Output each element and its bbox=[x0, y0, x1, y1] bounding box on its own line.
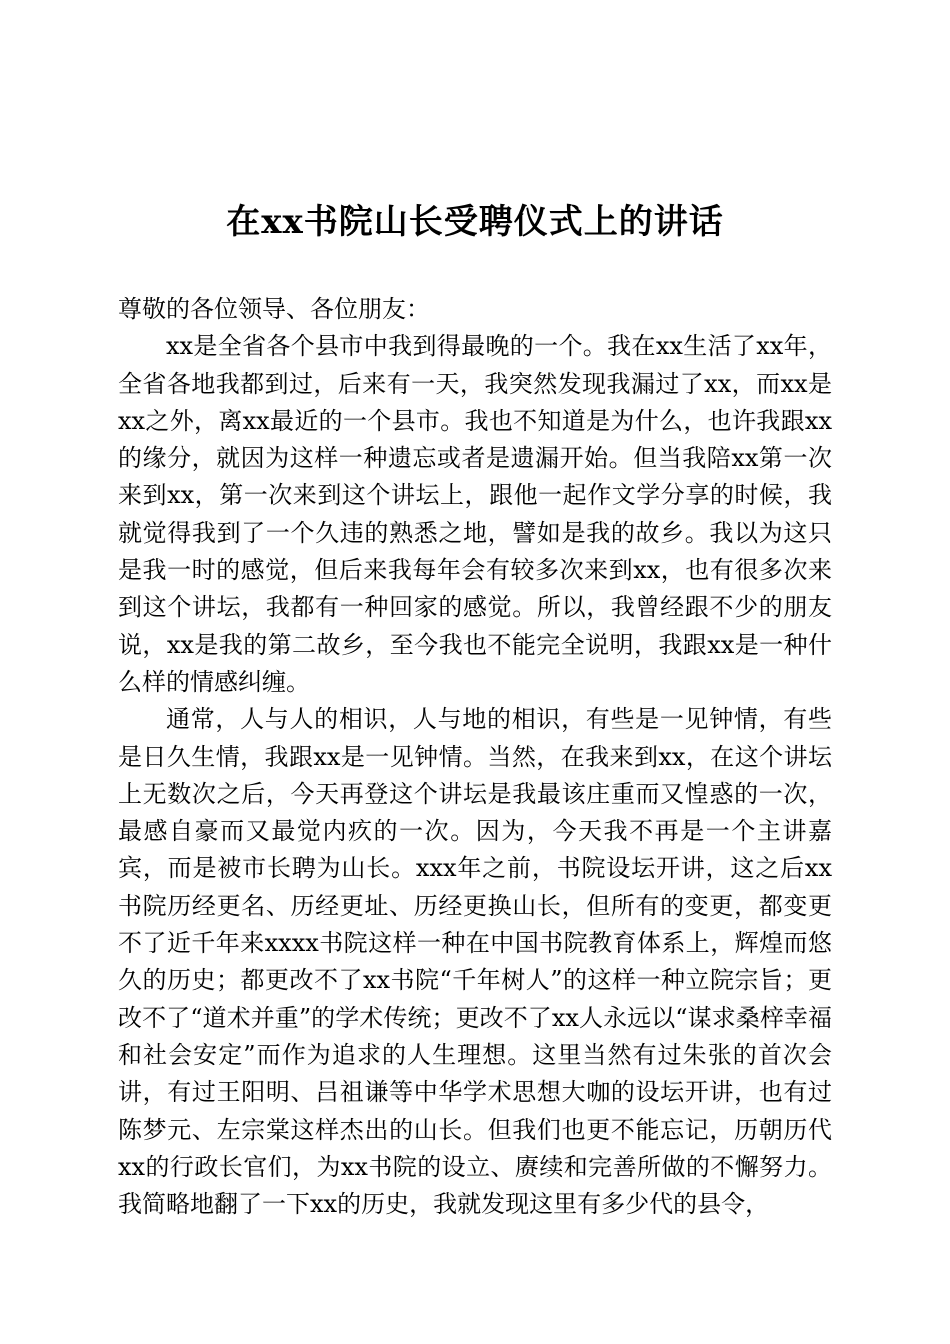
paragraph-2: 通常，人与人的相识，人与地的相识，有些是一见钟情，有些是日久生情，我跟xx是一见钟情。当然，在我来到xx，在这个讲坛上无数次之后，今天再登这个讲坛是我最该庄重而又惶惑的一次，最感自豪而又最觉内疚的一次。因为，今天我不再是一个主讲嘉宾，而是被市长聘为山长。xxx年之前，书院设坛开讲，这之后xx书院历经更名、历经更址、历经更换山长，但所有的变更，都变更不了近千年来xxxx书院这样一种在中国书院教育体系上，辉煌而悠久的历史；都更改不了xx书院“千年树人”的这样一种立院宗旨；更改不了“道术并重”的学术传统；更改不了xx人永远以“谋求桑梓幸福和社会安定”而作为追求的人生理想。这里当然有过朱张的首次会讲，有过王阳明、吕祖谦等中华学术思想大咖的设坛开讲，也有过陈梦元、左宗棠这样杰出的山长。但我们也更不能忘记，历朝历代xx的行政长官们，为xx书院的设立、赓续和完善所做的不懈努力。我简略地翻了一下xx的历史，我就发现这里有多少代的县令， bbox=[118, 705, 832, 1219]
document-title: 在xx书院山长受聘仪式上的讲话 bbox=[226, 202, 724, 242]
salutation: 尊敬的各位领导、各位朋友： bbox=[118, 295, 430, 323]
paragraph-1: xx是全省各个县市中我到得最晚的一个。我在xx生活了xx年，全省各地我都到过，后来有一天，我突然发现我漏过了xx，而xx是xx之外，离xx最近的一个县市。我也不知道是为什么，也许我跟xx的缘分，就因为这样一种遗忘或者是遗漏开始。但当我陪xx第一次来到xx，第一次来到这个讲坛上，跟他一起作文学分享的时候，我就觉得我到了一个久违的熟悉之地，譬如是我的故乡。我以为这只是我一时的感觉，但后来我每年会有较多次来到xx，也有很多次来到这个讲坛，我都有一种回家的感觉。所以，我曾经跟不少的朋友说，xx是我的第二故乡，至今我也不能完全说明，我跟xx是一种什么样的情感纠缠。 bbox=[118, 332, 832, 696]
document-body bbox=[118, 291, 832, 1223]
